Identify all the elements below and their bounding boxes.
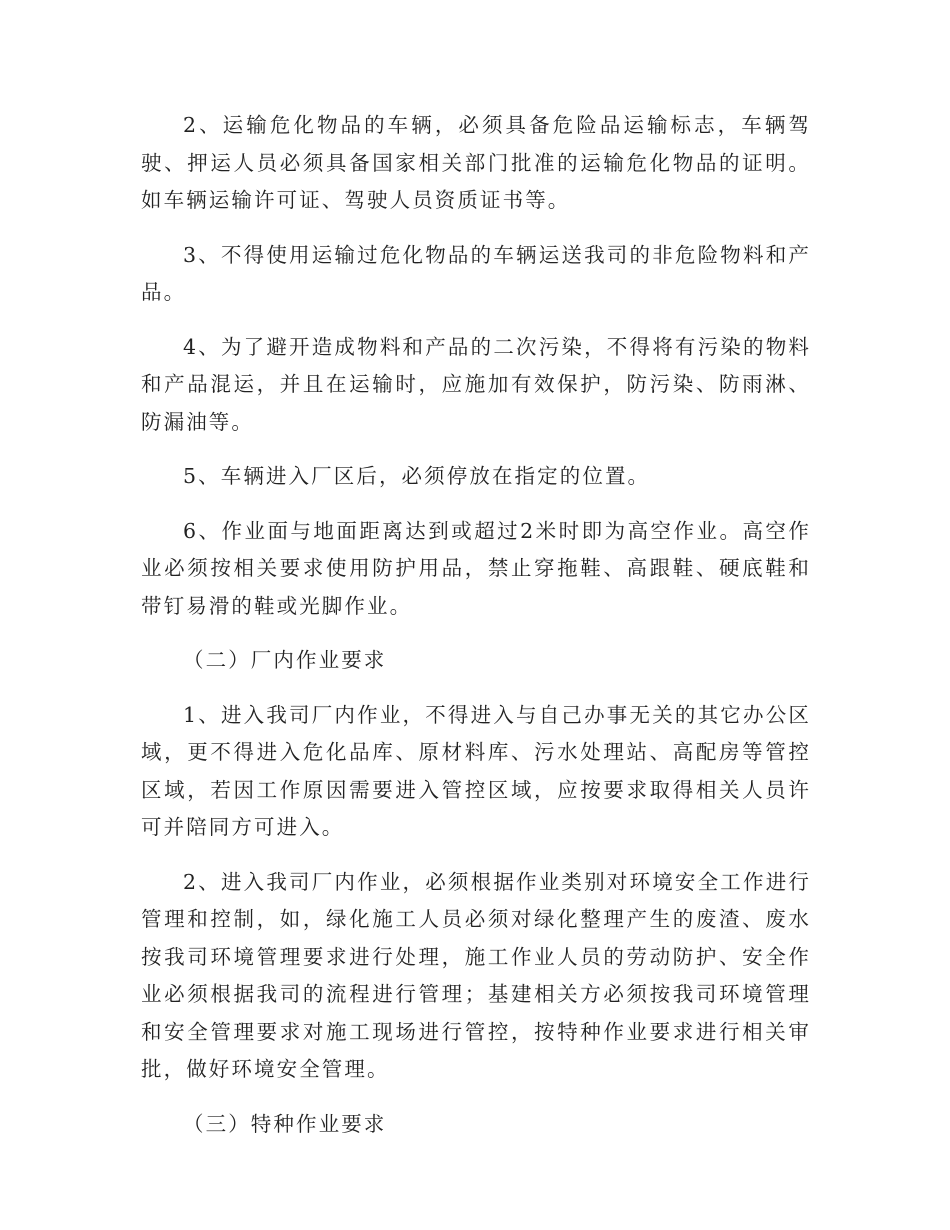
paragraph-no-hazard-vehicles: 3、不得使用运输过危化物品的车辆运送我司的非危险物料和产品。 bbox=[141, 242, 811, 304]
paragraph-environment-safety: 2、进入我司厂内作业，必须根据作业类别对环境安全工作进行管理和控制，如，绿化施工人员必须对绿化整理产生的废渣、废水按我司环境管理要求进行处理，施工作业人员的劳动防护、安全作业必须根据我司的流程进行管理；基建相关方必须按我司环境管理和安全管理要求对施工现场进行管控，按特种作业要求进行相关审批，做好环境安全管理。 bbox=[141, 869, 811, 1081]
section-heading-in-plant-work: （二）厂内作业要求 bbox=[183, 648, 387, 672]
document-body bbox=[141, 107, 811, 1160]
paragraph-high-altitude-work: 6、作业面与地面距离达到或超过2米时即为高空作业。高空作业必须按相关要求使用防护用品，禁止穿拖鞋、高跟鞋、硬底鞋和带钉易滑的鞋或光脚作业。 bbox=[141, 518, 811, 618]
paragraph-vehicle-requirements: 2、运输危化物品的车辆，必须具备危险品运输标志，车辆驾驶、押运人员必须具备国家相关部门批准的运输危化物品的证明。如车辆运输许可证、驾驶人员资质证书等。 bbox=[141, 113, 811, 212]
paragraph-parking: 5、车辆进入厂区后，必须停放在指定的位置。 bbox=[183, 464, 651, 488]
paragraph-avoid-contamination: 4、为了避开造成物料和产品的二次污染，不得将有污染的物料和产品混运，并且在运输时，应施加有效保护，防污染、防雨淋、防漏油等。 bbox=[141, 334, 811, 434]
section-heading-special-work: （三）特种作业要求 bbox=[183, 1111, 387, 1136]
paragraph-restricted-areas: 1、进入我司厂内作业，不得进入与自己办事无关的其它办公区域，更不得进入危化品库、原材料库、污水处理站、高配房等管控区域，若因工作原因需要进入管控区域，应按要求取得相关人员许可并陪同方可进入。 bbox=[141, 702, 811, 839]
